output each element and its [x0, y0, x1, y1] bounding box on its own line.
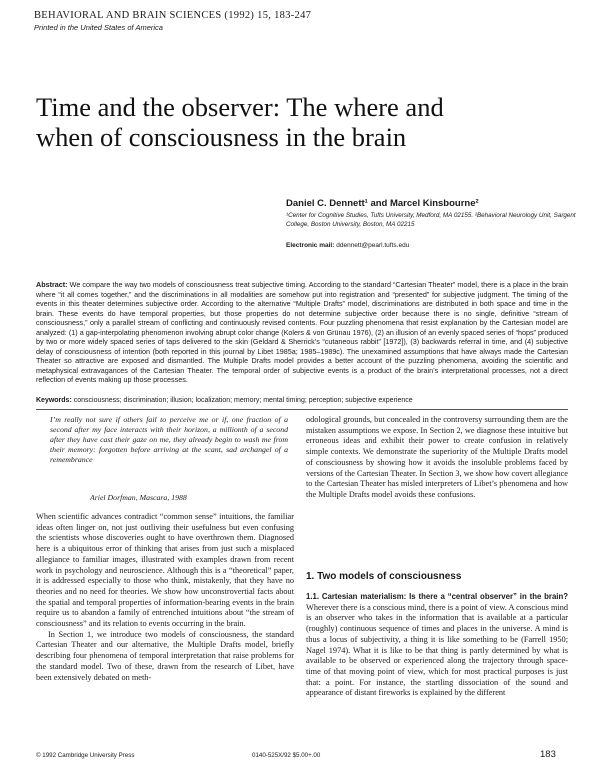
printed-in-note: Printed in the United States of America	[34, 23, 163, 32]
abstract-label: Abstract:	[36, 280, 68, 289]
issn-footer: 0140-525X/92 $5.00+.00	[252, 752, 321, 759]
abstract-block	[36, 280, 568, 385]
keywords-label: Keywords:	[36, 397, 72, 404]
section-heading: 1. Two models of consciousness	[306, 571, 462, 582]
right-column-body	[306, 592, 568, 699]
journal-header: BEHAVIORAL AND BRAIN SCIENCES (1992) 15, 183-247	[34, 10, 312, 21]
body-paragraph: In Section 1, we introduce two models of consciousness, the standard Cartesian Theater and our alternative, the Multiple Drafts model, briefly describing four phenomena of temporal interpretation that raise problems for the standard model. Two of these, drawn from the research of Libet, have been extensively debated on meth-	[36, 629, 294, 682]
abstract-text: We compare the way two models of consciousness treat subjective timing. According to the standard “Cartesian Theater” model, there is a place in the brain where “it all comes together,” and the discriminations in all modalities are somehow put into registration and “presented” for subjective judgment. The timing of the events in this theater determines subjective order. According to the alternative “Multiple Drafts” model, discriminations are distributed in both space and time in the brain. These events do have temporal properties, but those properties do not determine subjective order because there is no single, definitive “stream of consciousness,” only a parallel stream of conflicting and continuously revised contents. Four puzzling phenomena that resist explanation by the Cartesian model are analyzed: (1) a gap-interpolating phenomenon involving abrupt color change (Kolers & von Grünau 1976), (2) an illusion of an evenly spaced series of “hops” produced by two or more widely spaced series of taps delivered to the skin (Geldard & Sherrick’s “cutaneous rabbit” [1972]), (3) backwards referral in time, and (4) subjective delay of consciousness of intention (both reported in this journal by Libet 1985a; 1985–1989c). The unexamined assumptions that have always made the Cartesian Theater so attractive are exposed and dismantled. The Multiple Drafts model provides a better account of the puzzling phenomena, avoiding the scientific and metaphysical extravagances of the Cartesian Theater. The temporal order of subjective events is a product of the brain’s interpretational processes, not a direct reflection of events making up those processes.	[36, 280, 568, 385]
epigraph-quote: I’m really not sure if others fail to perceive me or if, one fraction of a second after my face interacts with their horizon, a millionth of a second after they have cast their gaze on me, they already begin to wash me from their memory: forgotten before arriving at the scant, sad archangel of a remembrance	[50, 415, 288, 464]
email-address[interactable]: ddennett@pearl.tufts.edu	[336, 242, 410, 249]
left-column-body	[36, 512, 294, 683]
epigraph-source: Ariel Dorfman, Mascara, 1988	[90, 493, 187, 502]
body-paragraph: odological grounds, but concealed in the controversy surrounding them are the mistaken assumptions we expose. In Section 2, we diagnose these intuitive but erroneous ideas and exhibit their power to create confusion in relatively simple contexts. We demonstrate the superiority of the Multiple Drafts model of consciousness by showing how it avoids the insoluble problems faced by versions of the Cartesian Theater. In Section 3, we show how covert allegiance to the Cartesian Theater has misled interpreters of Libet’s phenomena and how the Multiple Drafts model avoids these confusions.	[306, 415, 568, 499]
body-paragraph: When scientific advances contradict “common sense” intuitions, the familiar ideas often linger on, not just outliving their usefulness but even confusing the scientists whose discoveries ought to have overthrown them. Diagnosed here is a ubiquitous error of thinking that arises from just such a misplaced allegiance to familiar images, illustrated with examples drawn from recent work in psychology and neuroscience. Although this is a “theoretical” paper, it is addressed especially to those who think, mistakenly, that they have no theories and no need for theories. We show how unconstrovertial facts about the spatial and temporal properties of information-bearing events in the brain require us to abandon a family of entrenched intuitions about “the stream of consciousness” and its relation to events occurring in the brain.	[36, 512, 294, 629]
page-number: 183	[540, 749, 556, 760]
body-paragraph	[306, 592, 568, 699]
keywords-block	[36, 396, 568, 405]
email-label: Electronic mail:	[286, 242, 335, 249]
author-line: Daniel C. Dennett¹ and Marcel Kinsbourne²	[286, 198, 479, 209]
abstract-divider	[36, 409, 568, 410]
copyright-footer: © 1992 Cambridge University Press	[36, 752, 135, 759]
keywords-text: consciousness; discrimination; illusion; localization; memory; mental timing; perception; subjective experience	[73, 397, 413, 404]
right-column-top	[306, 415, 568, 501]
subsection-text: Wherever there is a conscious mind, there is a point of view. A conscious mind is an observer who takes in the information that is available at a particular (roughly) continuous sequence of times and places in the universe. A mind is thus a locus of subjectivity, a thing it is like something to be (Farrell 1950; Nagel 1974). What it is like to be that thing is partly determined by what is available to be observed or experienced along the trajectory through space-time of that moving point of view, which for most practical purposes is just that: a point. For instance, the startling dissociation of the sound and appearance of distant fireworks is explained by the different	[306, 602, 568, 698]
subsection-heading: 1.1. Cartesian materialism: Is there a “central observer” in the brain?	[306, 592, 568, 601]
email-line	[286, 242, 409, 249]
article-title: Time and the observer: The where and when of consciousness in the brain	[36, 92, 444, 152]
author-affiliations: ¹Center for Cognitive Studies, Tufts University, Medford, MA 02155. ²Behavioral Neurology Unit, Sargent College, Boston University, Boston, MA 02215	[286, 212, 576, 228]
